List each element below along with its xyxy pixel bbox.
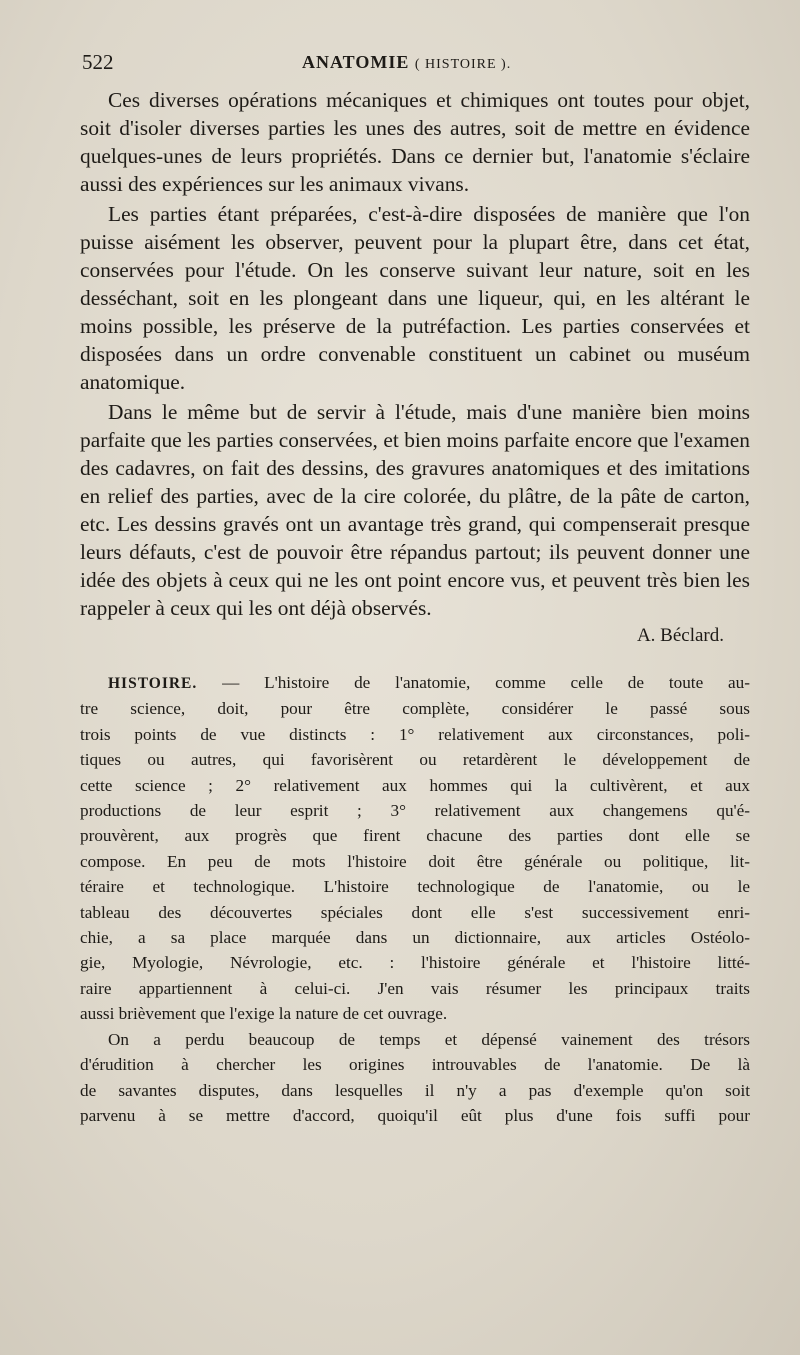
section-heading: HISTOIRE. — [108, 675, 198, 692]
text-line: productions de leur esprit ; 3° relativement aux changemens qu'é- — [80, 801, 750, 821]
text-line: tableau des découvertes spéciales dont elle s'est successivement enri- — [80, 902, 750, 922]
text-line: prouvèrent, aux progrès que firent chacune des parties dont elle se — [80, 826, 750, 846]
text-line: d'érudition à chercher les origines introuvables de l'anatomie. De là — [80, 1055, 750, 1075]
histoire-paragraph — [80, 1027, 750, 1129]
running-head — [302, 52, 511, 73]
text-line: On a perdu beaucoup de temps et dépensé vainement des trésors — [108, 1029, 750, 1049]
text-line: de savantes disputes, dans lesquelles il n'y a pas d'exemple qu'on soit — [80, 1080, 750, 1100]
histoire-section — [80, 670, 750, 1128]
page-number: 522 — [82, 50, 114, 74]
paragraph: Les parties étant préparées, c'est-à-dire disposées de manière que l'on puisse aisément les observer, peuvent pour la plupart être, dans cet état, conservées pour l'étude. On les conserve suivant leur nature, soit en les desséchant, soit en les plongeant dans une liqueur, qui, en les altérant le moins possible, les préserve de la putréfaction. Les parties conservées et disposées dans un ordre convenable constituent un cabinet ou muséum anatomique. — [80, 202, 750, 394]
large-text-section — [80, 86, 750, 650]
page-header — [80, 48, 750, 78]
text-line: HISTOIRE. — L'histoire de l'anatomie, comme celle de toute au- — [108, 673, 750, 692]
text-line: trois points de vue distincts : 1° relativement aux circonstances, poli- — [80, 724, 750, 744]
text-line: parvenu à se mettre d'accord, quoiqu'il eût plus d'une fois suffi pour — [80, 1105, 750, 1125]
paragraph: Dans le même but de servir à l'étude, mais d'une manière bien moins parfaite que les parties conservées, et bien moins parfaite encore que l'examen des cadavres, on fait des dessins, des gravures anatomiques et des imitations en relief des parties, avec de la cire colorée, du plâtre, de la pâte de carton, etc. Les dessins gravés ont un avantage très grand, qui compenserait presque leurs défauts, c'est de pouvoir être répandus partout; ils peuvent donner une idée des objets à ceux qui ne les ont point encore vus, et peuvent très bien les rappeler à ceux qui les ont déjà observés. — [80, 400, 750, 620]
text-line: aussi brièvement que l'exige la nature de cet ouvrage. — [80, 1004, 448, 1024]
running-head-title: ANATOMIE — [302, 52, 410, 72]
text-line: raire appartiennent à celui-ci. J'en vais résumer les principaux traits — [80, 978, 750, 998]
author-signature: A. Béclard. — [636, 625, 724, 646]
paragraph: Ces diverses opérations mécaniques et chimiques ont toutes pour objet, soit d'isoler diverses parties les unes des autres, soit de mettre en évidence quelques-unes de leurs propriétés. Dans ce dernier but, l'anatomie s'éclaire aussi des expériences sur les animaux vivans. — [80, 88, 750, 196]
running-head-subtitle: ( HISTOIRE ). — [414, 57, 512, 72]
text-line: tre science, doit, pour être complète, considérer le passé sous — [80, 699, 750, 719]
page-body — [80, 86, 750, 1128]
text-line: compose. En peu de mots l'histoire doit être générale ou politique, lit- — [80, 851, 750, 871]
signature-line — [80, 622, 750, 650]
text-line: cette science ; 2° relativement aux hommes qui la cultivèrent, et aux — [80, 775, 750, 795]
text-line: gie, Myologie, Névrologie, etc. : l'histoire générale et l'histoire litté- — [80, 953, 750, 973]
histoire-paragraph — [80, 670, 750, 1027]
text-line: chie, a sa place marquée dans un dictionnaire, aux articles Ostéolo- — [80, 928, 750, 948]
text-line: téraire et technologique. L'histoire technologique de l'anatomie, ou le — [80, 877, 750, 897]
text-line: tiques ou autres, qui favorisèrent ou retardèrent le développement de — [80, 750, 750, 770]
